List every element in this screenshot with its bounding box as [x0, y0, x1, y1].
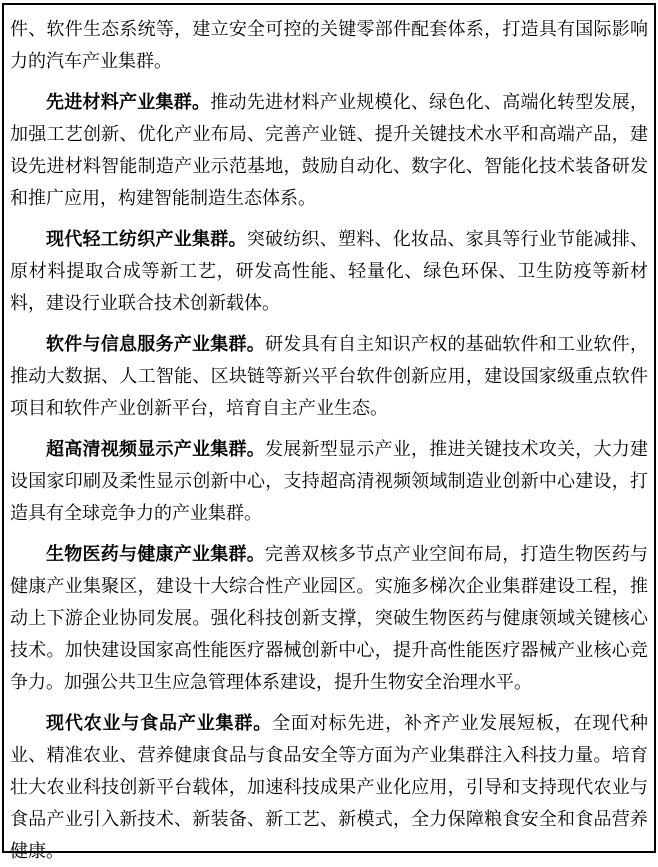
paragraph-modern-agri-food — [10, 707, 648, 867]
document-page — [2, 3, 656, 861]
paragraph-automobile-continuation — [10, 13, 648, 77]
paragraph-advanced-materials — [10, 86, 648, 214]
paragraph-body: 推动先进材料产业规模化、绿色化、高端化转型发展，加强工艺创新、优化产业布局、完善产业链、提升关键技术水平和高端产品，建设先进材料智能制造产业示范基地，鼓励自动化、数字化、智能化技术装备研发和推广应用，构建智能制造生态体系。 — [10, 92, 648, 208]
paragraph-lead: 生物医药与健康产业集群。 — [46, 544, 265, 564]
paragraph-body: 件、软件生态系统等，建立安全可控的关键零部件配套体系，打造具有国际影响力的汽车产业集群。 — [10, 19, 648, 71]
paragraph-biomedicine-health — [10, 538, 648, 698]
paragraph-software-info-services — [10, 328, 648, 424]
paragraph-body: 全面对标先进，补齐产业发展短板，在现代种业、精准农业、营养健康食品与食品安全等方面为产业集群注入科技力量。培育壮大农业科技创新平台载体，加速科技成果产业化应用，引导和支持现代农业与食品产业引入新技术、新装备、新工艺、新模式，全力保障粮食安全和食品营养健康。 — [10, 713, 649, 861]
paragraph-light-industry-textile — [10, 223, 648, 319]
paragraph-body: 完善双核多节点产业空间布局，打造生物医药与健康产业集聚区，建设十大综合性产业园区。实施多梯次企业集群建设工程，推动上下游企业协同发展。强化科技创新支撑，突破生物医药与健康领域关键核心技术。加快建设国家高性能医疗器械创新中心，提升高性能医疗器械产业核心竞争力。加强公共卫生应急管理体系建设，提升生物安全治理水平。 — [10, 544, 648, 692]
paragraph-lead: 先进材料产业集群。 — [46, 92, 211, 112]
paragraph-lead: 软件与信息服务产业集群。 — [46, 334, 265, 354]
paragraph-uhd-video-display — [10, 433, 648, 529]
paragraph-lead: 现代轻工纺织产业集群。 — [46, 229, 247, 249]
paragraph-lead: 超高清视频显示产业集群。 — [46, 439, 265, 459]
paragraph-body: 突破纺织、塑料、化妆品、家具等行业节能减排、原材料提取合成等新工艺，研发高性能、轻量化、绿色环保、卫生防疫等新材料，建设行业联合技术创新载体。 — [10, 229, 648, 313]
paragraph-body: 发展新型显示产业，推进关键技术攻关，大力建设国家印刷及柔性显示创新中心，支持超高清视频领域制造业创新中心建设，打造具有全球竞争力的产业集群。 — [10, 439, 648, 523]
paragraph-body: 研发具有自主知识产权的基础软件和工业软件，推动大数据、人工智能、区块链等新兴平台软件创新应用，建设国家级重点软件项目和软件产业创新平台，培育自主产业生态。 — [10, 334, 648, 418]
paragraph-lead: 现代农业与食品产业集群。 — [46, 713, 273, 733]
